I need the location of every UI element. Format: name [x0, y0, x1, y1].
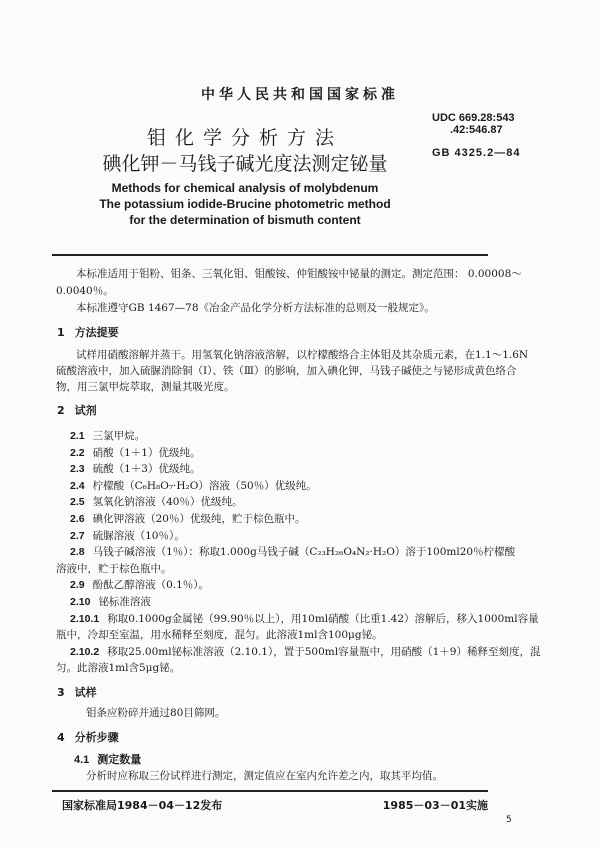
section-2-heading	[57, 402, 97, 418]
reagent-item	[70, 478, 317, 493]
reagent-text: 移取25.00ml铋标准溶液（2.10.1），置于500ml容量瓶中，用硝酸（1＋9）稀释至刻度，混	[107, 645, 541, 658]
english-title-1: Methods for chemical analysis of molybdenum	[111, 181, 379, 195]
reagent-text: 柠檬酸（C₆H₈O₇·H₂O）溶液（50％）优级纯。	[92, 479, 317, 492]
section-title: 分析步骤	[74, 731, 119, 744]
reagent-text: 酚酞乙醇溶液（0.1％）。	[92, 579, 210, 592]
reagent-text: 硝酸（1＋1）优级纯。	[92, 446, 201, 459]
reagent-item	[70, 611, 539, 626]
section-title: 试样	[74, 686, 97, 699]
english-title-2: The potassium iodide-Brucine photometric method	[99, 197, 391, 211]
scope-paragraph: 本标准适用于钼粉、钼条、三氧化钼、钼酸铵、仲钼酸铵中铋量的测定。测定范围： 0.00008～	[76, 268, 522, 280]
reagent-text: 马钱子碱溶液（1％）：称取1.000g马钱子碱（C₂₃H₂₆O₄N₂·H₂O）溶于100ml20％柠檬酸	[92, 546, 516, 559]
reagent-number: 2.9	[70, 579, 85, 592]
title-line2: 碘化钾－马钱子碱光度法测定铋量	[102, 153, 388, 175]
reagent-item	[70, 544, 515, 559]
reagent-item	[70, 445, 200, 460]
reagent-text: 铋标准溶液	[98, 596, 151, 608]
header-rule	[52, 254, 488, 256]
reagent-number: 2.7	[70, 529, 85, 542]
reagent-item	[70, 528, 185, 543]
subsection-number: 4.1	[74, 754, 90, 766]
reagent-number: 2.10.2	[70, 645, 100, 658]
page-number: 5	[506, 815, 512, 825]
reagent-text-cont: 匀。此溶液1ml含5μg铋。	[56, 662, 181, 675]
reagent-number: 2.6	[70, 513, 85, 525]
reagent-text-cont: 溶液中，贮于棕色瓶中。	[56, 562, 172, 575]
section-number: 4	[57, 731, 65, 744]
reagent-item	[70, 594, 151, 609]
issuing-country-standard: 中华人民共和国国家标准	[201, 87, 399, 103]
reagent-text-cont: 瓶中，冷却至室温，用水稀释至刻度，混匀。此溶液1ml含100μg铋。	[56, 629, 383, 642]
subsection-4-1-heading	[74, 751, 141, 767]
reagent-item	[70, 511, 305, 526]
section-number: 2	[57, 404, 65, 417]
english-title-3: for the determination of bismuth content	[129, 213, 361, 227]
reagent-number: 2.10	[70, 596, 91, 608]
reagent-text: 碘化钾溶液（20％）优级纯，贮于棕色瓶中。	[92, 513, 306, 525]
compliance-paragraph: 本标准遵守GB 1467—78《冶金产品化学分析方法标准的总则及一般规定》。	[76, 302, 435, 314]
reagent-item	[70, 461, 200, 476]
reagent-text: 硫脲溶液（10％）。	[92, 529, 185, 542]
reagent-text: 称取0.1000g金属铋（99.90％以上），用10ml硝酸（比重1.42）溶解后，移入1000ml容量	[107, 612, 539, 625]
reagent-number: 2.4	[70, 479, 85, 492]
reagent-item	[70, 494, 242, 509]
method-summary: 物，用三氯甲烷萃取，测量其吸光度。	[56, 381, 235, 393]
udc-number-cont: .42:546.87	[450, 124, 503, 136]
scope-paragraph-cont: 0.0040％。	[56, 285, 114, 297]
udc-number: UDC 669.28:543	[432, 112, 515, 124]
reagent-number: 2.5	[70, 496, 85, 509]
reagent-item	[70, 644, 540, 659]
footer-rule	[52, 790, 488, 792]
section-1-heading	[57, 324, 119, 340]
reagent-text: 三氯甲烷。	[92, 430, 146, 442]
section-title: 方法提要	[74, 326, 119, 339]
method-summary: 试样用硝酸溶解并蒸干。用氢氧化钠溶液溶解，以柠檬酸络合主体钼及其杂质元素，在1.1～1.6N	[76, 349, 529, 361]
effective-date: 1985－03－01实施	[382, 799, 488, 812]
section-4-heading	[57, 729, 119, 745]
determination-count-text: 分析时应称取三份试样进行测定，测定值应在室内允许差之内，取其平均值。	[86, 770, 443, 782]
section-number: 1	[57, 326, 65, 339]
reagent-number: 2.3	[70, 463, 85, 476]
title-line1: 钼化学分析方法	[146, 127, 343, 149]
section-3-heading	[57, 684, 97, 700]
sample-text: 钼条应粉碎并通过80目筛网。	[86, 707, 226, 719]
reagent-number: 2.1	[70, 430, 85, 442]
section-number: 3	[57, 686, 65, 699]
reagent-number: 2.2	[70, 446, 85, 459]
subsection-title: 测定数量	[97, 753, 142, 766]
reagent-number: 2.10.1	[70, 612, 100, 625]
method-summary: 硫酸溶液中，加入硫脲消除铜（Ⅰ）、铁（Ⅲ）的影响，加入碘化钾，马钱子碱使之与铋形成黄色络合	[56, 365, 517, 377]
issue-date: 国家标准局1984－04－12发布	[62, 799, 223, 812]
reagent-item	[70, 577, 209, 592]
reagent-text: 氢氧化钠溶液（40％）优级纯。	[92, 496, 243, 509]
reagent-item	[70, 428, 145, 443]
reagent-text: 硫酸（1＋3）优级纯。	[92, 463, 201, 476]
section-title: 试剂	[74, 404, 97, 417]
reagent-number: 2.8	[70, 546, 85, 559]
gb-number: GB 4325.2—84	[432, 147, 521, 159]
